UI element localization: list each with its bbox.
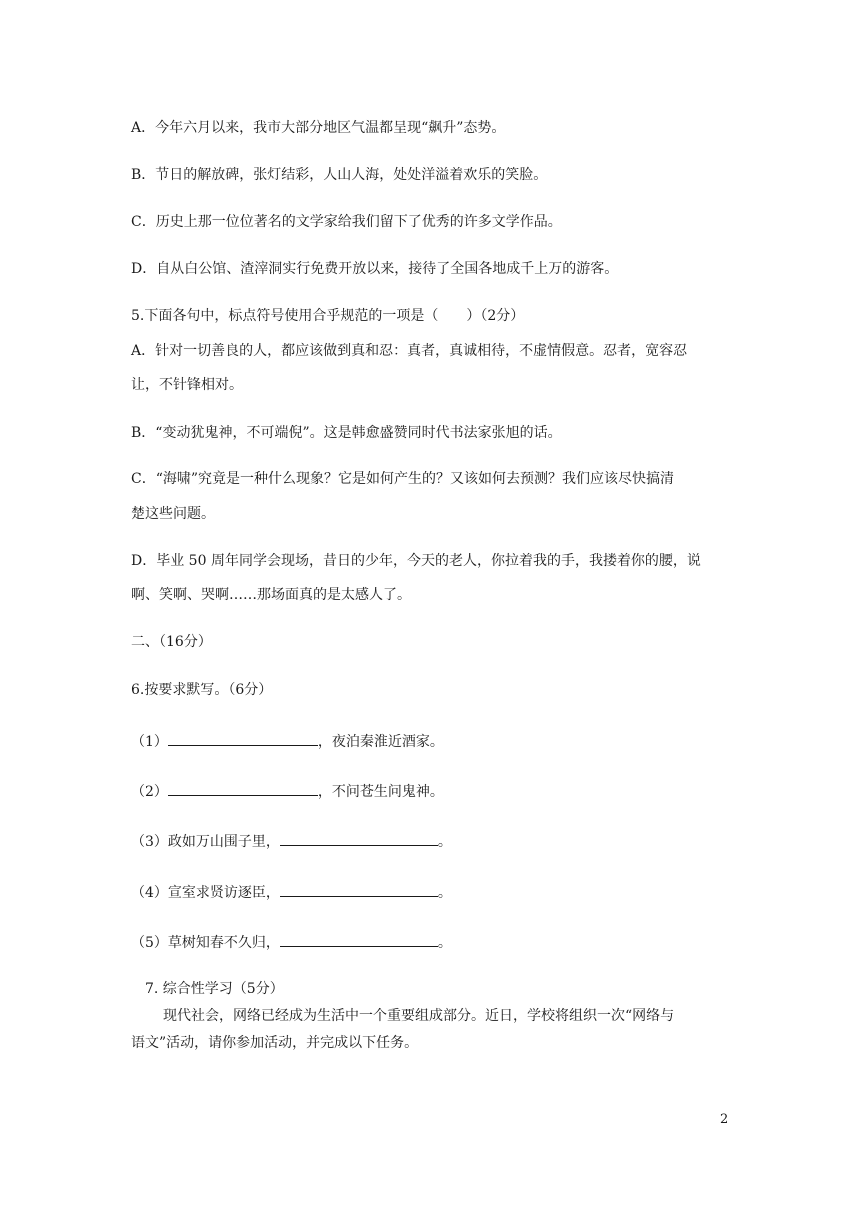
q6-item-prefix: （3）政如万山围子里， [131,834,280,850]
q6-item-text: ，夜泊秦淮近酒家。 [317,734,444,750]
q5-option-c-line2: 楚这些问题。 [131,506,215,522]
q5-stem: 5.下面各句中，标点符号使用合乎规范的一项是（ ）（2分） [131,308,525,324]
fill-in-blank[interactable] [168,731,318,746]
q4-option-b: B．节日的解放碑，张灯结彩，人山人海，处处洋溢着欢乐的笑脸。 [131,167,548,183]
q7-stem: 7. 综合性学习（5分） [145,981,284,997]
fill-in-blank[interactable] [280,882,438,897]
fill-in-blank[interactable] [280,932,438,947]
q4-option-d: D．自从白公馆、渣滓洞实行免费开放以来，接待了全国各地成千上万的游客。 [131,261,619,277]
q4-option-a: A．今年六月以来，我市大部分地区气温都呈现“飙升”态势。 [131,120,506,136]
q6-item-prefix: （5）草树知春不久归， [131,935,280,951]
q5-option-d-line2: 啊、笑啊、哭啊……那场面真的是太感人了。 [131,587,411,603]
q6-stem: 6.按要求默写。（6分） [131,682,273,698]
q5-option-a-line1: A．针对一切善良的人，都应该做到真和忍：真者，真诚相待，不虚情假意。忍者，宽容忍 [131,343,688,359]
q6-item-number: （2） [131,784,168,800]
q6-item-number: （1） [131,734,168,750]
q6-item-text: 。 [437,885,452,901]
q7-paragraph-line1: 现代社会，网络已经成为生活中一个重要组成部分。近日，学校将组织一次“网络与 [163,1008,675,1024]
q6-item-1 [131,731,444,752]
q7-paragraph-line2: 语文”活动，请你参加活动，并完成以下任务。 [131,1035,419,1051]
q5-option-d-line1: D．毕业 50 周年同学会现场，昔日的少年，今天的老人，你拉着我的手，我搂着你的腰，说 [131,553,701,569]
q6-item-2 [131,781,444,802]
q6-item-prefix: （4）宣室求贤访逐臣， [131,885,280,901]
q6-item-text: ，不问苍生问鬼神。 [317,784,444,800]
q6-item-5 [131,932,452,953]
section-2-heading: 二、（16分） [131,634,212,650]
q4-option-c: C．历史上那一位位著名的文学家给我们留下了优秀的许多文学作品。 [131,214,562,230]
q6-item-3 [131,831,452,852]
q6-item-text: 。 [437,834,452,850]
fill-in-blank[interactable] [168,781,318,796]
q5-option-b: B．“变动犹鬼神，不可端倪”。这是韩愈盛赞同时代书法家张旭的话。 [131,425,562,441]
q5-option-c-line1: C．“海啸”究竟是一种什么现象？它是如何产生的？又该如何去预测？我们应该尽快搞清 [131,471,675,487]
q6-item-text: 。 [437,935,452,951]
q5-option-a-line2: 让，不针锋相对。 [131,377,243,393]
q6-item-4 [131,882,452,903]
page-number: 2 [720,1112,729,1127]
fill-in-blank[interactable] [280,831,438,846]
